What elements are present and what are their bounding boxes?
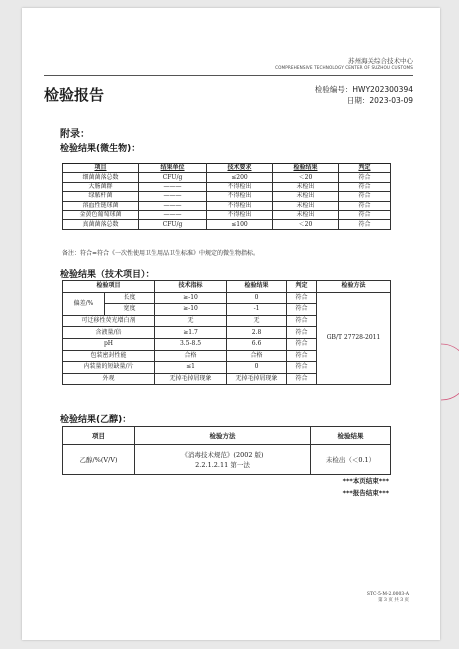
cell: ≥-10 xyxy=(155,304,227,316)
micro-heading: 检验结果(微生物)： xyxy=(60,144,141,154)
cell: CFU/g xyxy=(139,173,207,182)
cell: 无 xyxy=(227,315,287,327)
cell: 符合 xyxy=(339,201,391,210)
ethanol-method xyxy=(135,445,311,475)
tech-col-header: 检验方法 xyxy=(317,281,391,293)
tech-header-row xyxy=(63,281,391,293)
cell: 合格 xyxy=(227,350,287,362)
cell: ——— xyxy=(139,192,207,201)
cell: 符合 xyxy=(287,315,317,327)
ethanol-col-header: 检验方法 xyxy=(135,427,311,445)
cell: 无掉毛掉屑现象 xyxy=(227,373,287,385)
ethanol-col-header: 项目 xyxy=(63,427,135,445)
tech-results-table xyxy=(62,280,391,385)
cell: ≥-10 xyxy=(155,292,227,304)
micro-header-row xyxy=(63,164,391,173)
deviation-label: 偏差/% xyxy=(63,292,105,315)
cell: ＜20 xyxy=(273,220,339,229)
cell: 外观 xyxy=(63,373,155,385)
form-code: STC-5-M-2.0003-A xyxy=(366,592,409,597)
cell: 符合 xyxy=(287,338,317,350)
cell: 不得检出 xyxy=(207,182,273,191)
ethanol-heading: 检验结果(乙醇)： xyxy=(60,415,132,425)
cell: 不得检出 xyxy=(207,192,273,201)
report-date: 日期：2023-03-09 xyxy=(346,96,413,105)
cell: 溶血性链球菌 xyxy=(63,201,139,210)
appendix-label: 附录： xyxy=(60,129,90,140)
tech-col-header: 检验项目 xyxy=(63,281,155,293)
report-title: 检验报告 xyxy=(44,86,105,104)
cell: 可迁移性荧光增白剂 xyxy=(63,315,155,327)
micro-col-header: 项目 xyxy=(63,164,139,173)
cell: 含液量/倍 xyxy=(63,327,155,339)
cell: 大肠菌群 xyxy=(63,182,139,191)
org-name-cn: 苏州海关综合技术中心 xyxy=(348,57,413,65)
cell: 6.6 xyxy=(227,338,287,350)
tech-heading: 检验结果（技术项目）： xyxy=(60,270,155,280)
cell: 宽度 xyxy=(105,304,155,316)
cell: 未检出 xyxy=(273,182,339,191)
table-row xyxy=(63,445,391,475)
cell: 包装密封性能 xyxy=(63,350,155,362)
cell: ——— xyxy=(139,182,207,191)
cell: 符合 xyxy=(287,373,317,385)
cell: 符合 xyxy=(287,292,317,304)
method-line: 《消毒技术规范》(2002 版) xyxy=(181,450,264,459)
page-indicator: 第 3 页 共 3 页 xyxy=(378,598,409,603)
table-row xyxy=(63,220,391,229)
cell: ——— xyxy=(139,210,207,219)
cell: 符合 xyxy=(339,182,391,191)
cell: 0 xyxy=(227,292,287,304)
cell: 0 xyxy=(227,362,287,374)
micro-results-table xyxy=(62,163,391,230)
cell: 符合 xyxy=(339,220,391,229)
header-divider xyxy=(44,75,413,76)
table-row xyxy=(63,182,391,191)
cell: -1 xyxy=(227,304,287,316)
cell: 不得检出 xyxy=(207,201,273,210)
cell: 未检出 xyxy=(273,210,339,219)
cell: 内装量的短缺量/片 xyxy=(63,362,155,374)
tech-col-header: 技术指标 xyxy=(155,281,227,293)
cell: 无 xyxy=(155,315,227,327)
cell: 长度 xyxy=(105,292,155,304)
table-row xyxy=(63,192,391,201)
cell: 不得检出 xyxy=(207,210,273,219)
table-row xyxy=(63,210,391,219)
cell: 细菌菌落总数 xyxy=(63,173,139,182)
cell: 绿脓杆菌 xyxy=(63,192,139,201)
report-meta xyxy=(315,84,413,106)
end-of-report-marker: ***报告结束*** xyxy=(342,489,389,497)
table-row xyxy=(63,201,391,210)
cell: pH xyxy=(63,338,155,350)
cell: 金黄色葡萄球菌 xyxy=(63,210,139,219)
cell: 未检出 xyxy=(273,192,339,201)
cell: 符合 xyxy=(287,350,317,362)
cell: 未检出 xyxy=(273,201,339,210)
cell: 合格 xyxy=(155,350,227,362)
table-row xyxy=(63,292,391,304)
tech-col-header: 判定 xyxy=(287,281,317,293)
ethanol-result: 未检出（＜0.1） xyxy=(311,445,391,475)
micro-col-header: 结果单位 xyxy=(139,164,207,173)
ethanol-results-table xyxy=(62,426,391,475)
cell: ≤1 xyxy=(155,362,227,374)
org-name-en: COMPREHENSIVE TECHNOLOGY CENTER OF SUZHOU CUSTOMS xyxy=(275,65,413,70)
cell: 3.5-8.5 xyxy=(155,338,227,350)
end-of-page-marker: ***本页结束*** xyxy=(342,477,389,485)
cell: 符合 xyxy=(339,210,391,219)
ethanol-item: 乙醇/%(V/V) xyxy=(63,445,135,475)
micro-note: 备注：符合=符合《一次性使用卫生用品卫生标准》中规定的微生物指标。 xyxy=(62,250,260,257)
footer-code xyxy=(367,592,409,604)
cell: ≥1.7 xyxy=(155,327,227,339)
cell: 符合 xyxy=(287,304,317,316)
micro-col-header: 检验结果 xyxy=(273,164,339,173)
cell: ——— xyxy=(139,201,207,210)
cell: 2.8 xyxy=(227,327,287,339)
cell: ＜20 xyxy=(273,173,339,182)
tech-method: GB/T 27728-2011 xyxy=(317,292,391,385)
tech-col-header: 检验结果 xyxy=(227,281,287,293)
cell: ≤100 xyxy=(207,220,273,229)
table-row xyxy=(63,173,391,182)
micro-col-header: 技术要求 xyxy=(207,164,273,173)
cell: 真菌菌落总数 xyxy=(63,220,139,229)
cell: 无掉毛掉屑现象 xyxy=(155,373,227,385)
cell: 符合 xyxy=(287,327,317,339)
cell: 符合 xyxy=(339,192,391,201)
seal-stamp-fragment xyxy=(431,342,459,402)
method-line: 2.2.1.2.11 第一法 xyxy=(195,460,250,469)
cell: CFU/g xyxy=(139,220,207,229)
cell: ≤200 xyxy=(207,173,273,182)
cell: 符合 xyxy=(287,362,317,374)
ethanol-header-row xyxy=(63,427,391,445)
micro-col-header: 判定 xyxy=(339,164,391,173)
report-number: 检验编号：HWY202300394 xyxy=(314,85,413,94)
ethanol-col-header: 检验结果 xyxy=(311,427,391,445)
cell: 符合 xyxy=(339,173,391,182)
